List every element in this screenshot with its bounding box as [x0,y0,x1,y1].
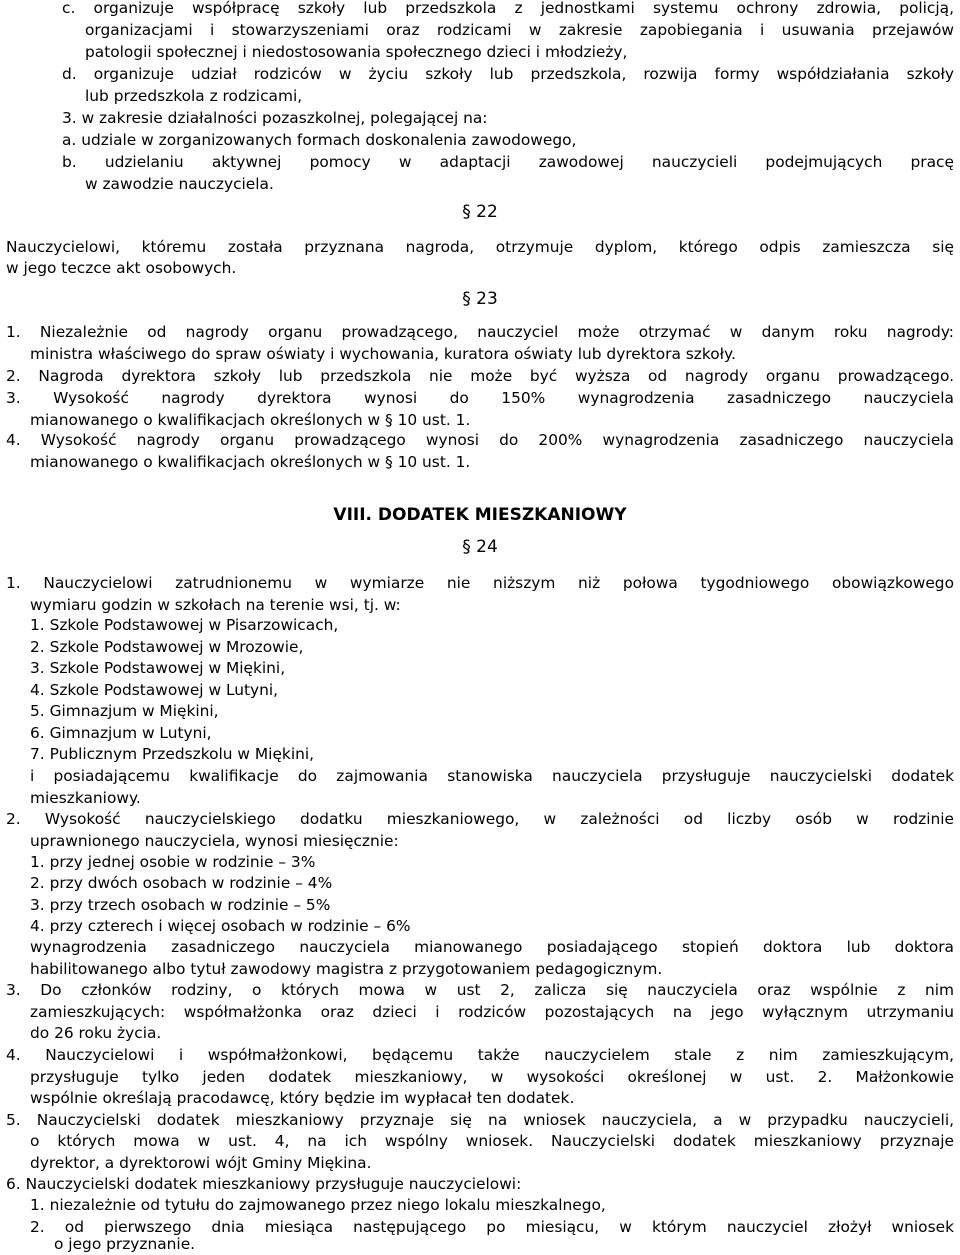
school-item: 5. Gimnazjum w Miękini, [30,702,219,720]
item-c-line-2: organizacjami i stowarzyszeniami oraz rodzicami w zakresie zapobiegania i usuwania przejawów [85,21,954,39]
paragraph-22-line-1: Nauczycielowi, któremu została przyznana nagroda, otrzymuje dyplom, którego odpis zamieszcza się [6,238,954,256]
p24-2-line-2: uprawnionego nauczyciela, wynosi miesięcznie: [30,832,399,850]
item-c-line-1: c. organizuje współpracę szkoły lub przedszkola z jednostkami systemu ochrony zdrowia, policją, [62,0,954,17]
p23-3-line-2: mianowanego o kwalifikacjach określonych w § 10 ust. 1. [30,411,471,429]
item-d-line-2: lub przedszkola z rodzicami, [85,87,303,105]
p24-1-end-line-2: mieszkaniowy. [30,789,141,807]
p24-2-end-line-1: wynagrodzenia zasadniczego nauczyciela mianowanego posiadającego stopień doktora lub doktora [30,938,954,956]
item-a: a. udziale w zorganizowanych formach doskonalenia zawodowego, [62,131,577,149]
item-3: 3. w zakresie działalności pozaszkolnej, polegającej na: [62,109,488,127]
p24-1-end-line-1: i posiadającemu kwalifikacje do zajmowania stanowiska nauczyciela przysługuje nauczycielski dodatek [30,767,954,785]
p24-3-line-3: do 26 roku życia. [30,1024,162,1042]
school-item: 6. Gimnazjum w Lutyni, [30,724,212,742]
p24-5-line-1: 5. Nauczycielski dodatek mieszkaniowy przyznaje się na wniosek nauczyciela, a w przypadku nauczycieli, [6,1111,954,1129]
p24-1-line-1: 1. Nauczycielowi zatrudnionemu w wymiarze nie niższym niż połowa tygodniowego obowiązkowego [6,574,954,592]
school-item: 4. Szkole Podstawowej w Lutyni, [30,681,279,699]
paragraph-22-heading: § 22 [462,202,498,222]
item-b-line-1: b. udzielaniu aktywnej pomocy w adaptacji zawodowej nauczycieli podejmujących pracę [62,153,954,171]
p24-6: 6. Nauczycielski dodatek mieszkaniowy przysługuje nauczycielowi: [6,1175,522,1193]
p23-3-line-1: 3. Wysokość nagrody dyrektora wynosi do 150% wynagrodzenia zasadniczego nauczyciela [6,389,954,407]
rate-item: 1. przy jednej osobie w rodzinie – 3% [30,853,316,871]
p24-3-line-1: 3. Do członków rodziny, o których mowa w ust 2, zalicza się nauczyciela oraz wspólnie z nim [6,981,954,999]
school-item: 3. Szkole Podstawowej w Miękini, [30,659,286,677]
item-c-line-3: patologii społecznej i niedostosowania społecznego dzieci i młodzieży, [85,43,628,61]
p23-1-line-2: ministra właściwego do spraw oświaty i wychowania, kuratora oświaty lub dyrektora szkoły. [30,345,736,363]
p24-2-line-1: 2. Wysokość nauczycielskiego dodatku mieszkaniowego, w zależności od liczby osób w rodzinie [6,810,954,828]
p23-4-line-1: 4. Wysokość nagrody organu prowadzącego wynosi do 200% wynagrodzenia zasadniczego nauczyciela [6,431,954,449]
p24-5-line-2: o których mowa w ust. 4, na ich wspólny wniosek. Nauczycielski dodatek mieszkaniowy przyznaje [30,1132,954,1150]
school-item: 7. Publicznym Przedszkolu w Miękini, [30,745,315,763]
p24-2-end-line-2: habilitowanego albo tytuł zawodowy magistra z przygotowaniem pedagogicznym. [30,960,663,978]
paragraph-22-line-2: w jego teczce akt osobowych. [6,259,237,277]
p24-1-line-2: wymiaru godzin w szkołach na terenie wsi, tj. w: [30,596,401,614]
p24-5-line-3: dyrektor, a dyrektorowi wójt Gminy Miękina. [30,1154,372,1172]
p24-4-line-1: 4. Nauczycielowi i współmałżonkowi, będącemu także nauczycielem stale z nim zamieszkującym, [6,1046,954,1064]
p24-4-line-2: przysługuje tylko jeden dodatek mieszkaniowy, w wysokości określonej w ust. 2. Małżonkowie [30,1068,954,1086]
p23-1-line-1: 1. Niezależnie od nagrody organu prowadzącego, nauczyciel może otrzymać w danym roku nagrody: [6,323,954,341]
paragraph-23-heading: § 23 [462,289,498,309]
rate-item: 2. przy dwóch osobach w rodzinie – 4% [30,874,333,892]
p24-6-item-2-line-2: o jego przyznanie. [54,1235,196,1253]
paragraph-24-heading: § 24 [462,537,498,557]
p23-2: 2. Nagroda dyrektora szkoły lub przedszkola nie może być wyższa od nagrody organu prowadzącego. [6,367,954,385]
item-d-line-1: d. organizuje udział rodziców w życiu szkoły lub przedszkola, rozwija formy współdziałania szkoły [62,65,954,83]
rate-item: 3. przy trzech osobach w rodzinie – 5% [30,896,331,914]
chapter-heading: VIII. DODATEK MIESZKANIOWY [333,505,627,525]
p24-6-item-2-line-1: 2. od pierwszego dnia miesiąca następującego po miesiącu, w którym nauczyciel złożył wniosek [30,1218,954,1236]
school-item: 2. Szkole Podstawowej w Mrozowie, [30,638,304,656]
rate-item: 4. przy czterech i więcej osobach w rodzinie – 6% [30,917,411,935]
school-item: 1. Szkole Podstawowej w Pisarzowicach, [30,616,339,634]
item-b-line-2: w zawodzie nauczyciela. [85,175,274,193]
p23-4-line-2: mianowanego o kwalifikacjach określonych w § 10 ust. 1. [30,453,471,471]
p24-4-line-3: wspólnie określają pracodawcę, który będzie im wypłacał ten dodatek. [30,1089,575,1107]
p24-3-line-2: zamieszkujących: współmałżonka oraz dzieci i rodziców pozostających na jego wyłącznym utrzymaniu [30,1003,954,1021]
p24-6-item-1: 1. niezależnie od tytułu do zajmowanego przez niego lokalu mieszkalnego, [30,1196,606,1214]
